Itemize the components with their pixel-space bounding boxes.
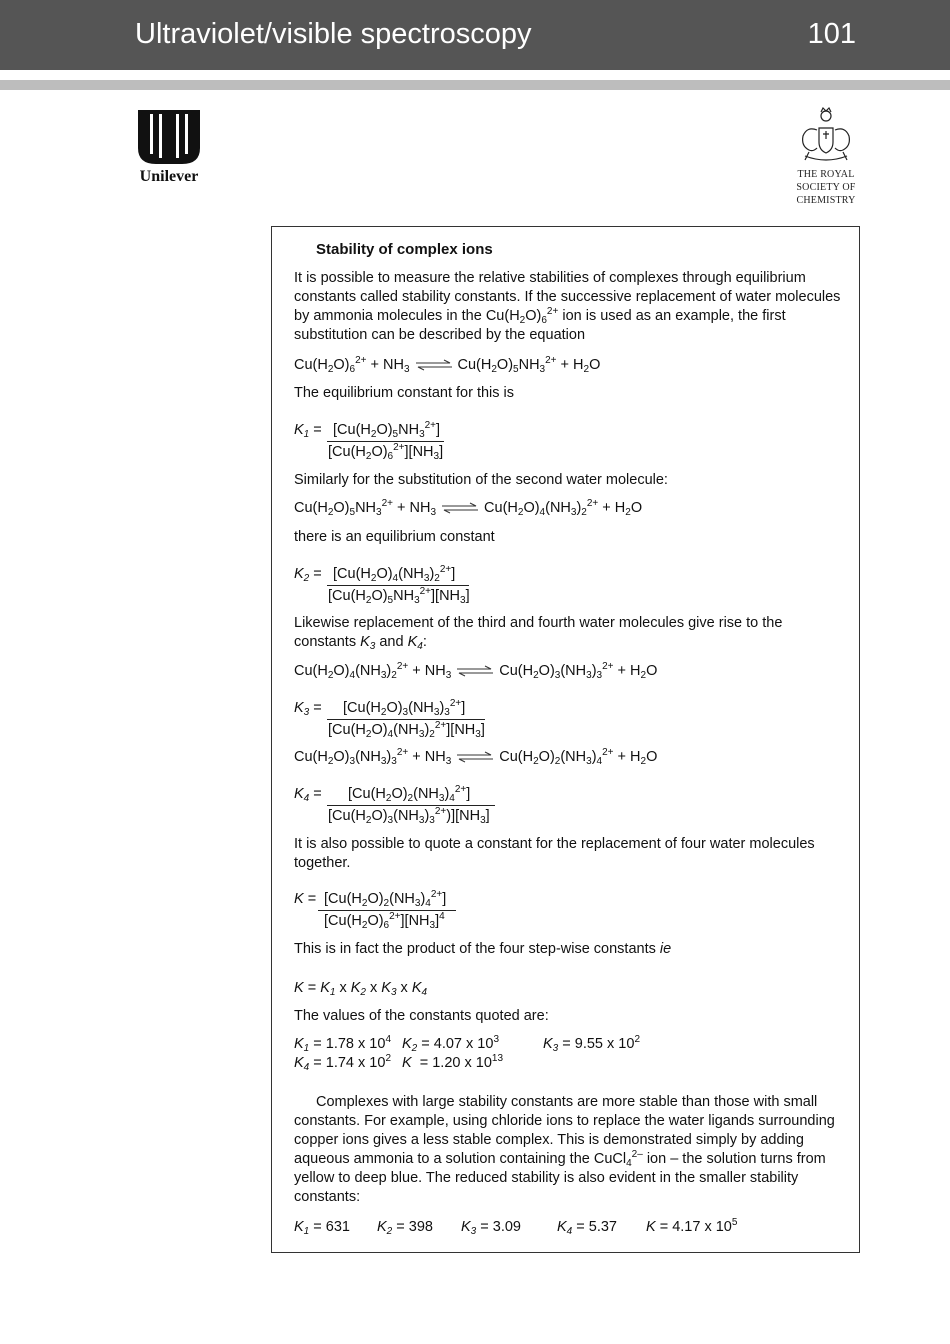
unilever-u-icon <box>136 108 202 166</box>
second-intro: Similarly for the substitution of the second water molecule: <box>294 472 668 488</box>
page-number: 101 <box>807 18 856 50</box>
value-k4: $K_4 = 1.74$ x $10^2$ <box>294 1053 391 1073</box>
chloride-k2: $K_2 = 398$ <box>377 1219 433 1237</box>
also-possible-paragraph: It is also possible to quote a constant for the replacement of four water molecules together. <box>294 836 815 871</box>
product-text: This is in fact the product of the four step-wise constants ie <box>294 941 672 957</box>
rsc-crest-icon <box>795 106 857 166</box>
chloride-k4: $K_4 = 5.37$ <box>557 1219 617 1237</box>
values-intro: The values of the constants quoted are: <box>294 1008 549 1024</box>
k-overall-fraction-bar <box>318 910 456 911</box>
intro-paragraph: It is possible to measure the relative stabilities of complexes through equilibrium constants called stability constants. If the successive replacement of water molecules by ammonia molecules in the $Cu(H_2O)_6^{2+}$ ion is used as an example, the first substitution can be described by the equation <box>294 270 841 343</box>
equilibrium-arrow-icon <box>455 665 495 677</box>
k4-fraction-bar <box>327 805 495 806</box>
k1-label: $K_1$ = <box>294 422 322 440</box>
value-k1: $K_1 = 1.78$ x $10^4$ <box>294 1034 391 1054</box>
equation-3: $Cu(H_2O)_4(NH_3)_2^{2+} + NH_3$ $Cu(H_2O)_3(NH_3)_3^{2+} + H_2O$ <box>294 661 658 681</box>
k2-denominator: $[Cu(H_2O)_5NH_3^{2+}][NH_3]$ <box>328 586 470 606</box>
k1-denominator: $[Cu(H_2O)_6^{2+}][NH_3]$ <box>328 442 444 462</box>
k2-fraction-bar <box>327 585 469 586</box>
k-overall-label: K = <box>294 891 317 907</box>
likewise-paragraph: Likewise replacement of the third and fourth water molecules give rise to the constants $K_3$ and $K_4$: <box>294 615 783 652</box>
equation-4: $Cu(H_2O)_3(NH_3)_3^{2+} + NH_3$ $Cu(H_2O)_2(NH_3)_4^{2+} + H_2O$ <box>294 747 658 767</box>
equation-2: $Cu(H_2O)_5NH_3^{2+} + NH_3$ $Cu(H_2O)_4(NH_3)_2^{2+} + H_2O$ <box>294 498 643 518</box>
chloride-k1: $K_1 = 631$ <box>294 1219 350 1237</box>
k4-numerator: $[Cu(H_2O)_2(NH_3)_4^{2+}]$ <box>348 784 471 804</box>
section-heading: Stability of complex ions <box>316 241 493 258</box>
equilibrium-arrow-icon <box>440 502 480 514</box>
k2-label: $K_2$ = <box>294 566 322 584</box>
equilibrium-arrow-icon <box>414 359 454 371</box>
rsc-line-2: SOCIETY OF <box>796 182 856 193</box>
product-equation: $K = K_1$ x $K_2$ x $K_3$ x $K_4$ <box>294 980 428 998</box>
chloride-k: K = 4.17 x $10^5$ <box>646 1217 738 1235</box>
k4-label: $K_4$ = <box>294 786 322 804</box>
value-k2: $K_2 = 4.07$ x $10^3$ <box>402 1034 499 1054</box>
eq-constant-intro: The equilibrium constant for this is <box>294 385 515 401</box>
header-rule <box>0 80 950 90</box>
k1-fraction-bar <box>327 441 444 442</box>
value-k: K = 1.20 x $10^{13}$ <box>402 1053 504 1071</box>
k3-denominator: $[Cu(H_2O)_4(NH_3)_2^{2+}][NH_3]$ <box>328 720 485 740</box>
rsc-wordmark <box>780 168 872 207</box>
value-k3: $K_3 = 9.55$ x $10^2$ <box>543 1034 640 1054</box>
k3-label: $K_3$ = <box>294 700 322 718</box>
k1-numerator: $[Cu(H_2O)_5NH_3^{2+}]$ <box>333 420 441 440</box>
rsc-line-1: THE ROYAL <box>797 169 855 180</box>
unilever-wordmark: Unilever <box>139 168 199 185</box>
second-const-intro: there is an equilibrium constant <box>294 529 495 545</box>
chloride-k3: $K_3 = 3.09$ <box>461 1219 521 1237</box>
k-overall-denominator: $[Cu(H_2O)_6^{2+}][NH_3]^4$ <box>324 911 445 931</box>
rsc-logo <box>780 106 872 210</box>
rsc-line-3: CHEMISTRY <box>796 195 856 206</box>
k3-fraction-bar <box>327 719 485 720</box>
k4-denominator: $[Cu(H_2O)_3(NH_3)_3^{2+})][NH_3]$ <box>328 806 490 826</box>
equation-1: $Cu(H_2O)_6^{2+} + NH_3$ $Cu(H_2O)_5NH_3^{2+} + H_2O$ <box>294 355 601 375</box>
k2-numerator: $[Cu(H_2O)_4(NH_3)_2^{2+}]$ <box>333 564 456 584</box>
unilever-logo <box>136 108 202 188</box>
page-header <box>0 0 950 70</box>
equilibrium-arrow-icon <box>455 751 495 763</box>
header-title: Ultraviolet/visible spectroscopy <box>135 18 532 50</box>
k3-numerator: $[Cu(H_2O)_3(NH_3)_3^{2+}]$ <box>343 698 466 718</box>
k-overall-numerator: $[Cu(H_2O)_2(NH_3)_4^{2+}]$ <box>324 889 447 909</box>
closing-paragraph: Complexes with large stability constants are more stable than those with small constants. For example, using chloride ions to replace the water ligands surrounding copper ions gives a less stable complex. This is demonstrated simply by adding aqueous ammonia to a solution containing the CuCl$_4^{2-}$ ion – the solution turns from yellow to deep blue. The reduced stability is also evident in the smaller stability constants: <box>294 1094 835 1205</box>
